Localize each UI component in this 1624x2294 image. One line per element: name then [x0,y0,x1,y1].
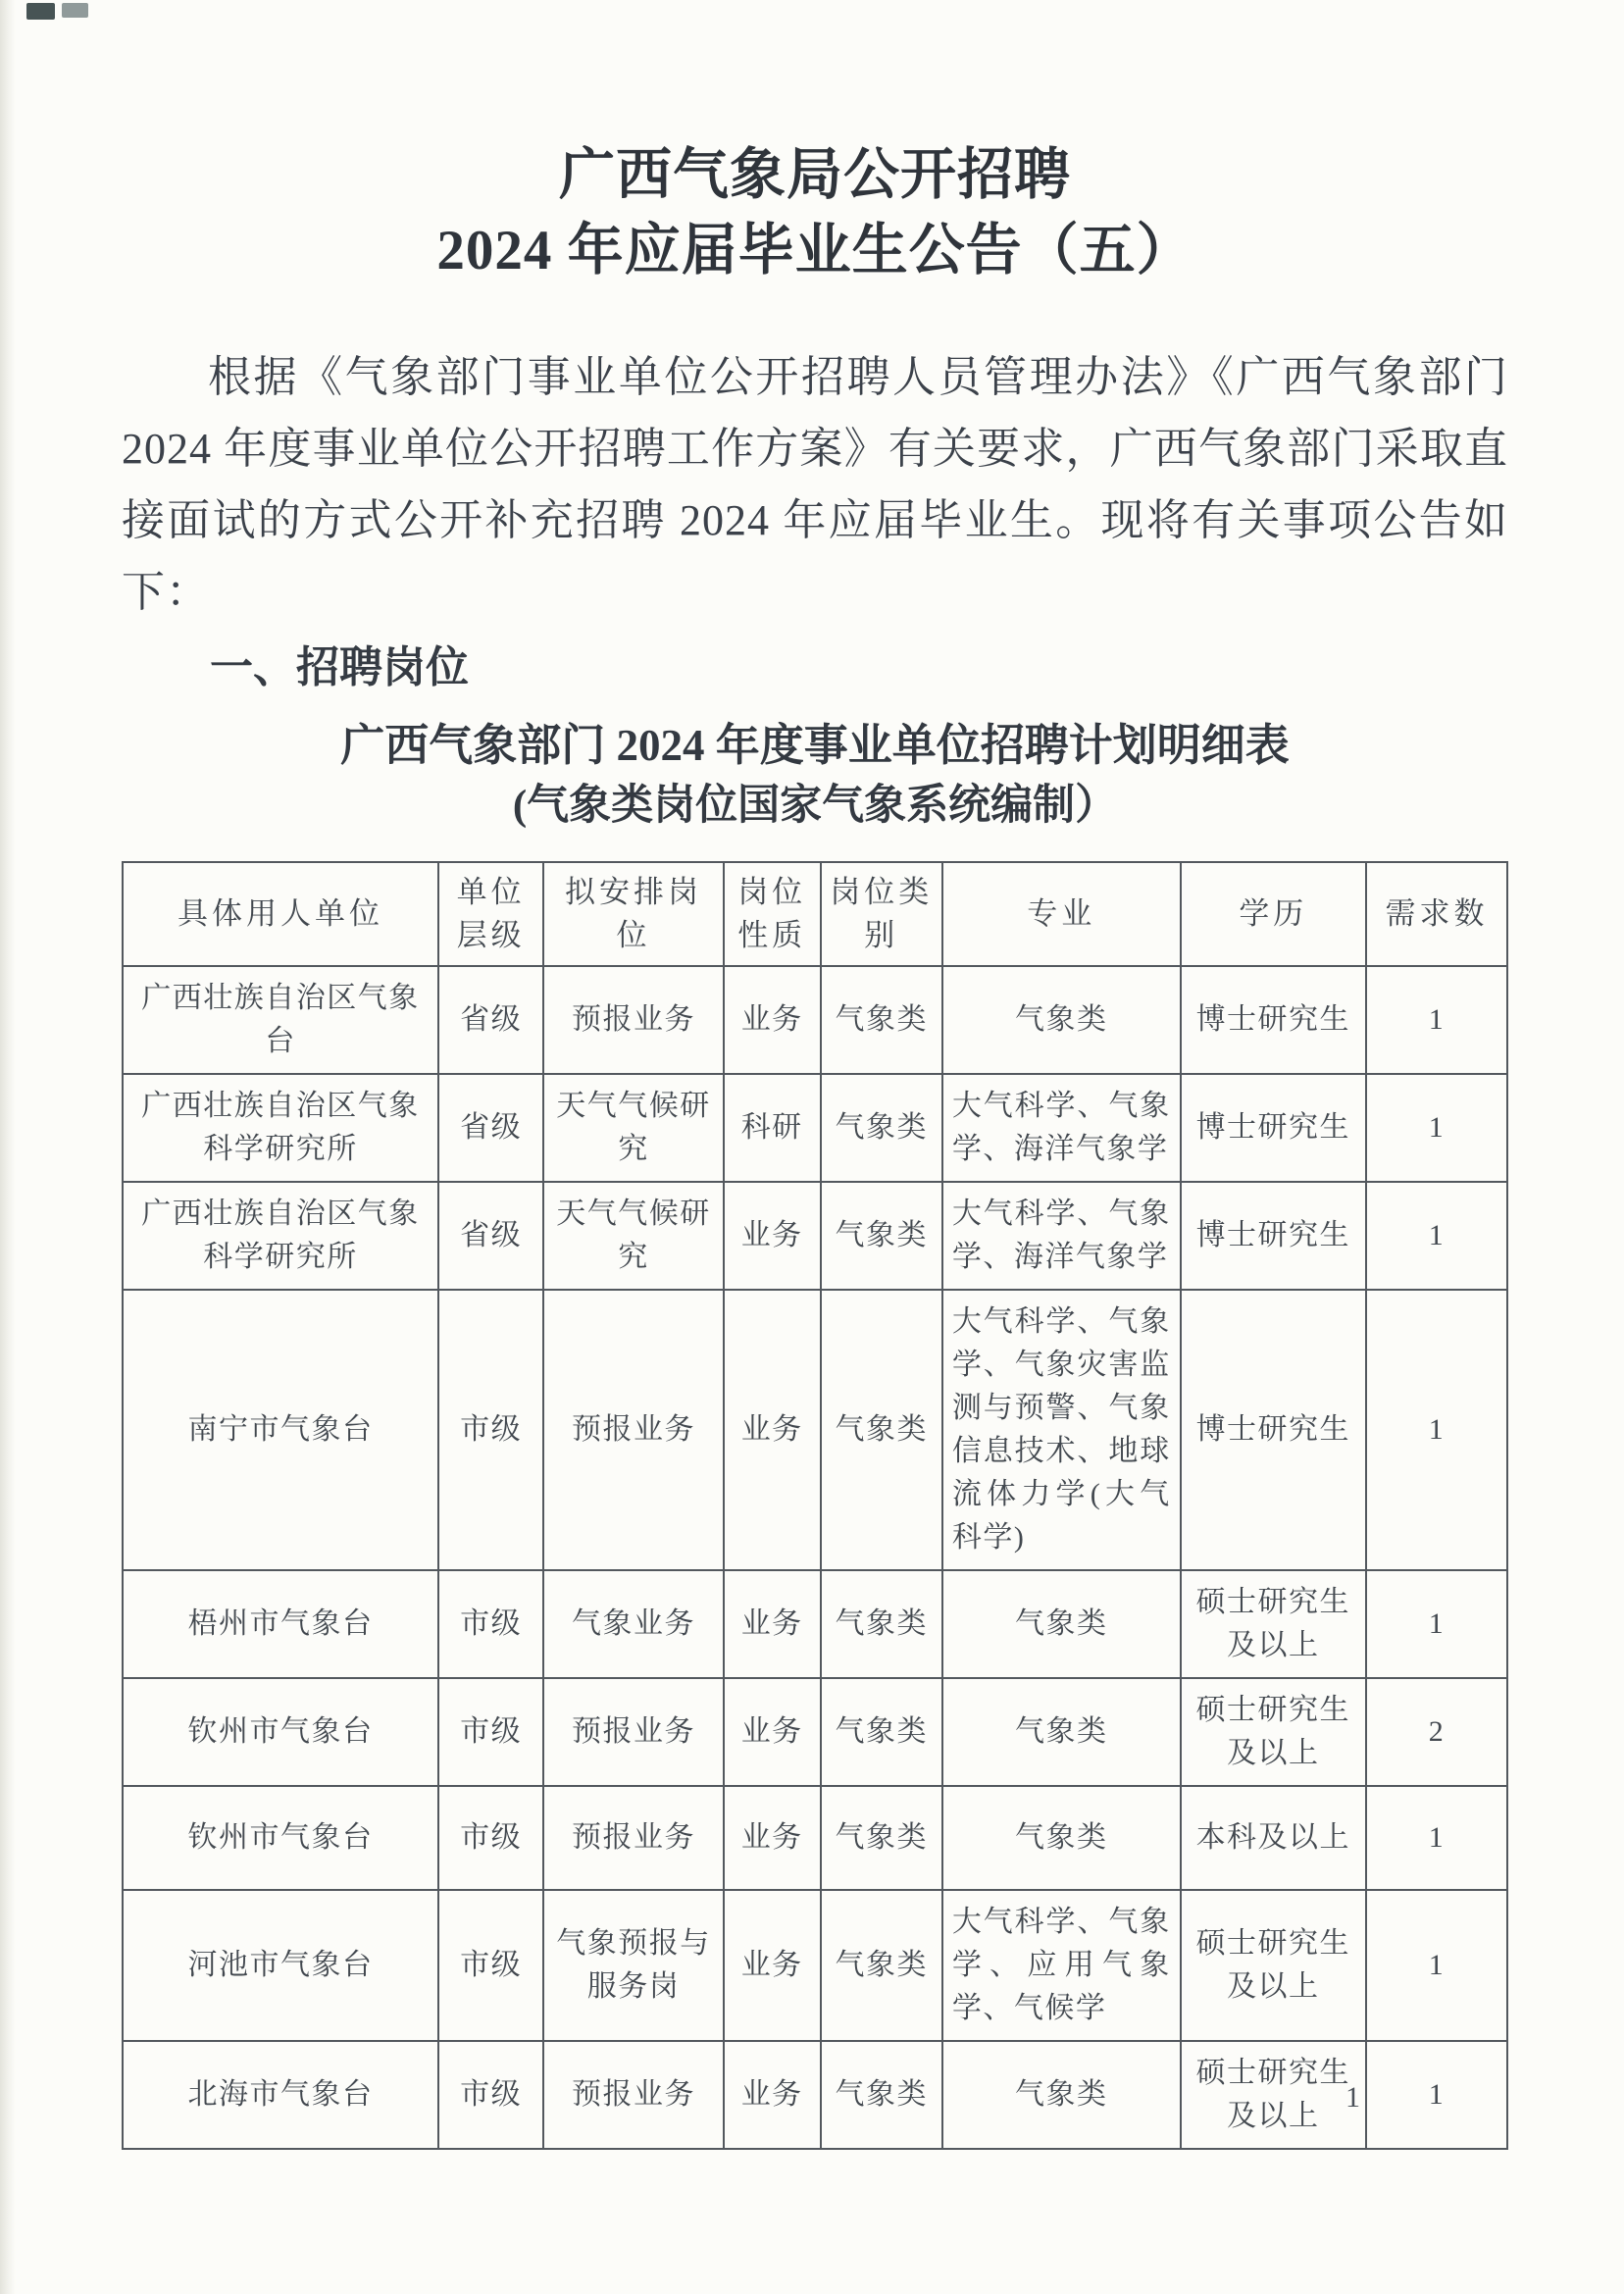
header-cell: 单位层级 [438,862,543,966]
table-cell: 业务 [724,1570,821,1678]
table-title: 广西气象部门 2024 年度事业单位招聘计划明细表 [340,721,1290,770]
table-cell: 河池市气象台 [123,1890,438,2041]
header-cell: 岗位类别 [821,862,942,966]
table-cell: 气象类 [942,1786,1181,1890]
table-cell: 气象类 [821,1786,942,1890]
document-title-line2: 2024 年应届毕业生公告（五） [436,220,1193,281]
page-number: 1 [1345,2081,1360,2114]
table-cell: 气象类 [942,966,1181,1074]
table-cell: 大气科学、气象学、海洋气象学 [942,1182,1181,1290]
table-cell: 1 [1366,966,1507,1074]
table-cell: 气象类 [821,1890,942,2041]
table-cell: 市级 [438,2041,543,2149]
table-subtitle: (气象类岗位国家气象系统编制） [512,783,1118,829]
table-cell: 气象类 [942,1570,1181,1678]
table-row [123,966,1507,1074]
table-cell: 气象预报与服务岗 [543,1890,724,2041]
table-cell: 广西壮族自治区气象科学研究所 [123,1182,438,1290]
table-body [123,966,1507,2149]
table-cell: 天气气候研究 [543,1182,724,1290]
table-row [123,1570,1507,1678]
table-cell: 2 [1366,1678,1507,1786]
table-cell: 气象类 [821,966,942,1074]
table-cell: 广西壮族自治区气象科学研究所 [123,1074,438,1182]
intro-paragraph: 根据《气象部门事业单位公开招聘人员管理办法》《广西气象部门 2024 年度事业单位公开招聘工作方案》有关要求，广西气象部门采取直接面试的方式公开补充招聘 2024 年应届毕业生。现将有关事项公告如下： [122,353,1508,616]
table-cell: 1 [1366,1290,1507,1570]
table-cell: 预报业务 [543,966,724,1074]
table-row [123,1290,1507,1570]
table-cell: 1 [1366,1786,1507,1890]
table-row [123,1074,1507,1182]
table-cell: 博士研究生 [1181,1074,1366,1182]
table-cell: 业务 [724,1890,821,2041]
table-cell: 预报业务 [543,1678,724,1786]
table-cell: 本科及以上 [1181,1786,1366,1890]
table-cell: 气象类 [821,1570,942,1678]
table-cell: 省级 [438,1074,543,1182]
table-header-row [123,862,1507,966]
table-cell: 市级 [438,1786,543,1890]
table-cell: 天气气候研究 [543,1074,724,1182]
table-row [123,1678,1507,1786]
table-cell: 大气科学、气象学、海洋气象学 [942,1074,1181,1182]
table-cell: 1 [1366,1182,1507,1290]
table-cell: 业务 [724,1182,821,1290]
table-cell: 1 [1366,1890,1507,2041]
table-cell: 预报业务 [543,2041,724,2149]
table-cell: 气象类 [821,1678,942,1786]
header-cell: 学历 [1181,862,1366,966]
table-cell: 气象业务 [543,1570,724,1678]
table-row [123,1182,1507,1290]
table-cell: 1 [1366,2041,1507,2149]
table-cell: 硕士研究生及以上 [1181,1570,1366,1678]
table-cell: 省级 [438,966,543,1074]
table-cell: 钦州市气象台 [123,1678,438,1786]
section-heading-recruitment-positions: 一、招聘岗位 [210,643,469,691]
table-cell: 省级 [438,1182,543,1290]
table-cell: 市级 [438,1678,543,1786]
table-cell: 硕士研究生及以上 [1181,1678,1366,1786]
table-cell: 业务 [724,966,821,1074]
table-cell: 预报业务 [543,1290,724,1570]
table-cell: 大气科学、气象学、气象灾害监测与预警、气象信息技术、地球流体力学(大气科学) [942,1290,1181,1570]
table-cell: 博士研究生 [1181,1290,1366,1570]
table-cell: 钦州市气象台 [123,1786,438,1890]
table-cell: 科研 [724,1074,821,1182]
table-cell: 1 [1366,1570,1507,1678]
table-cell: 预报业务 [543,1786,724,1890]
table-cell: 博士研究生 [1181,966,1366,1074]
header-cell: 需求数 [1366,862,1507,966]
table-row [123,1786,1507,1890]
table-cell: 梧州市气象台 [123,1570,438,1678]
table-cell: 业务 [724,1786,821,1890]
table-row [123,2041,1507,2149]
table-head [123,862,1507,966]
table-cell: 北海市气象台 [123,2041,438,2149]
table-cell: 硕士研究生及以上 [1181,2041,1366,2149]
table-cell: 气象类 [942,2041,1181,2149]
table-cell: 南宁市气象台 [123,1290,438,1570]
table-cell: 硕士研究生及以上 [1181,1890,1366,2041]
table-cell: 业务 [724,1678,821,1786]
document-title-line1: 广西气象局公开招聘 [559,144,1071,206]
header-cell: 专业 [942,862,1181,966]
table-cell: 市级 [438,1290,543,1570]
table-cell: 博士研究生 [1181,1182,1366,1290]
table-cell: 市级 [438,1570,543,1678]
table-cell: 市级 [438,1890,543,2041]
header-cell: 岗位性质 [724,862,821,966]
table-cell: 气象类 [821,1290,942,1570]
table-cell: 气象类 [942,1678,1181,1786]
recruitment-table [122,861,1508,2150]
header-cell: 具体用人单位 [123,862,438,966]
document-title [122,137,1508,288]
table-cell: 1 [1366,1074,1507,1182]
table-cell: 业务 [724,1290,821,1570]
table-cell: 业务 [724,2041,821,2149]
table-cell: 大气科学、气象学、应用气象学、气候学 [942,1890,1181,2041]
table-cell: 气象类 [821,1182,942,1290]
table-cell: 气象类 [821,2041,942,2149]
table-row [123,1890,1507,2041]
table-cell: 广西壮族自治区气象台 [123,966,438,1074]
header-cell: 拟安排岗位 [543,862,724,966]
table-cell: 气象类 [821,1074,942,1182]
